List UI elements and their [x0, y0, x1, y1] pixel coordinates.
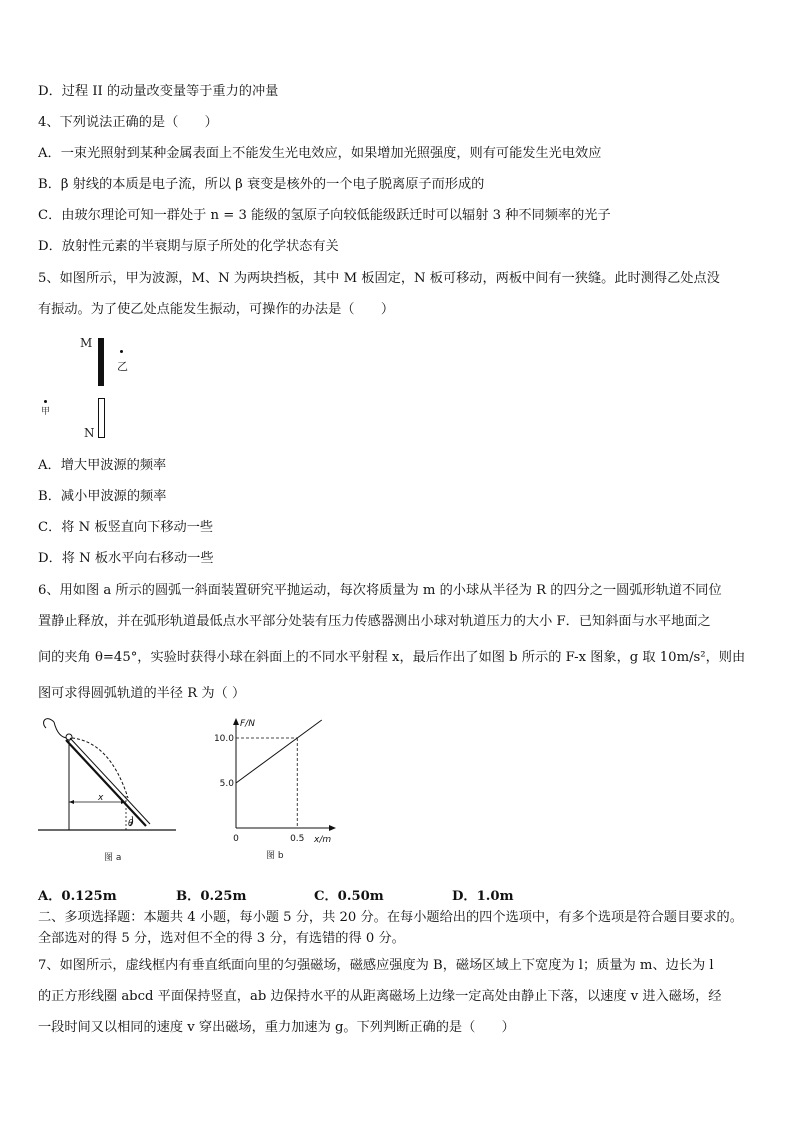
x-axis-label: x/m	[314, 835, 332, 845]
label-theta: θ	[128, 819, 134, 829]
q7-stem-line2: 的正方形线圈 abcd 平面保持竖直，ab 边保持水平的从距离磁场上边缘一定高处由静止下落，以速度 v 进入磁场，经	[38, 989, 722, 1004]
q5-option-b: B．减小甲波源的频率	[38, 489, 167, 504]
q6-option-c: C．0.50m	[314, 889, 384, 904]
q4-option-b: B．β 射线的本质是电子流，所以 β 衰变是核外的一个电子脱离原子而形成的	[38, 177, 485, 192]
q6-option-d: D．1.0m	[452, 889, 514, 904]
q6-stem-line3: 间的夹角 θ=45°，实验时获得小球在斜面上的不同水平射程 x，最后作出了如图 b 所示的 F-x 图象，g 取 10m/s²，则由	[38, 650, 746, 665]
range-arrow-tail	[69, 800, 74, 804]
series-line	[236, 720, 322, 783]
x-axis-arrow	[329, 825, 336, 831]
q6-stem-line2: 置静止释放，并在弧形轨道最低点水平部分处装有压力传感器测出小球对轨道压力的大小 F．已知斜面与水平地面之	[38, 614, 711, 629]
q6-figure-b-chart	[206, 712, 346, 866]
label-jia: 甲	[41, 407, 51, 417]
y-axis-label: F/N	[240, 719, 255, 729]
q3-option-d: D．过程 II 的动量改变量等于重力的冲量	[38, 84, 279, 99]
source-jia-dot	[44, 400, 47, 403]
incline-outer	[66, 740, 146, 826]
caption-b: 图 b	[266, 851, 284, 861]
label-yi: 乙	[117, 360, 128, 373]
plate-m	[98, 338, 104, 386]
q7-stem-line3: 一段时间又以相同的速度 v 穿出磁场，重力加速为 g。下列判断正确的是（ ）	[38, 1020, 515, 1035]
q4-option-d: D．放射性元素的半衰期与原子所处的化学状态有关	[38, 239, 339, 254]
q4-option-c: C．由玻尔理论可知一群处于 n = 3 能级的氢原子向较低能级跃迁时可以辐射 3 种不同频率的光子	[38, 208, 611, 223]
label-n: N	[84, 426, 95, 440]
q5-figure	[38, 330, 148, 445]
q6-stem-line1: 6、用如图 a 所示的圆弧一斜面装置研究平抛运动，每次将质量为 m 的小球从半径为 R 的四分之一圆弧形轨道不同位	[38, 583, 722, 598]
q6-option-b: B．0.25m	[176, 889, 247, 904]
q5-stem-line2: 有振动。为了使乙处点能发生振动，可操作的办法是（ ）	[38, 302, 395, 317]
plate-n	[98, 398, 105, 438]
y-tick-label: 5.0	[219, 779, 234, 789]
incline-inner	[70, 738, 150, 824]
label-x: x	[98, 793, 104, 803]
y-tick-label: 10.0	[213, 734, 234, 744]
x-tick-label: 0.5	[290, 834, 305, 844]
q5-stem-line1: 5、如图所示，甲为波源，M、N 为两块挡板，其中 M 板固定，N 板可移动，两板中间有一狭缝。此时测得乙处点没	[38, 271, 720, 286]
x-tick-label: 0	[233, 834, 239, 844]
y-axis-arrow	[233, 718, 239, 725]
q4-option-a: A．一束光照射到某种金属表面上不能发生光电效应，如果增加光照强度，则有可能发生光电效应	[38, 146, 602, 161]
q4-stem: 4、下列说法正确的是（ ）	[38, 115, 218, 130]
q6-stem-line4: 图可求得圆弧轨道的半径 R 为（ ）	[38, 686, 246, 701]
label-m: M	[80, 336, 93, 350]
point-yi-dot	[120, 350, 123, 353]
q7-stem-line1: 7、如图所示，虚线框内有垂直纸面向里的匀强磁场，磁感应强度为 B，磁场区域上下宽度为 l；质量为 m、边长为 l	[38, 958, 714, 973]
q5-option-a: A．增大甲波源的频率	[38, 458, 167, 473]
section2-header-line2: 全部选对的得 5 分，选对但不全的得 3 分，有选错的得 0 分。	[38, 931, 405, 946]
q6-option-a: A．0.125m	[38, 889, 117, 904]
chart-marks	[214, 720, 322, 844]
trajectory	[72, 738, 128, 798]
q5-option-d: D．将 N 板水平向右移动一些	[38, 551, 214, 566]
caption-a: 图 a	[104, 853, 122, 863]
section2-header-line1: 二、多项选择题：本题共 4 小题，每小题 5 分，共 20 分。在每小题给出的四个选项中，有多个选项是符合题目要求的。	[38, 910, 743, 925]
q5-option-c: C．将 N 板竖直向下移动一些	[38, 520, 214, 535]
arc-track-top	[44, 719, 54, 728]
q6-figure-a	[36, 716, 186, 866]
